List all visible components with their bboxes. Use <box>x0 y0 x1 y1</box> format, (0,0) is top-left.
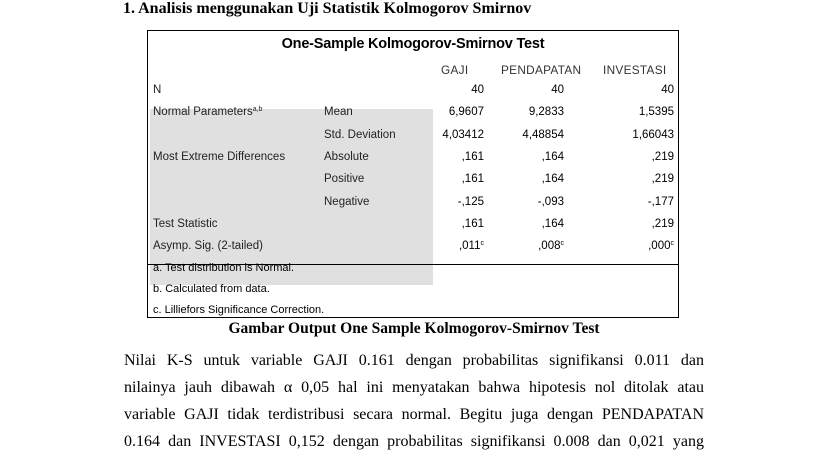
table-cell <box>538 239 564 253</box>
cell-value: 1,5395 <box>638 106 674 118</box>
cell-value: ,000 <box>648 240 671 252</box>
row-sublabel: Absolute <box>324 151 369 163</box>
cell-value: ,161 <box>461 218 484 230</box>
cell-value: ,164 <box>541 173 564 185</box>
cell-value: ,164 <box>541 218 564 230</box>
figure-caption: Gambar Output One Sample Kolmogorov-Smirnov Test <box>228 320 600 337</box>
row-label: Asymp. Sig. (2-tailed) <box>153 240 263 252</box>
table-cell <box>648 239 674 253</box>
cell-value: ,219 <box>651 151 674 163</box>
cell-value: ,219 <box>651 173 674 185</box>
cell-value: ,161 <box>461 151 484 163</box>
column-header-pendapatan: PENDAPATAN <box>501 63 582 77</box>
table-cell <box>538 195 564 209</box>
table-cell <box>458 195 484 209</box>
table-cell <box>462 150 484 164</box>
table-cell <box>648 195 674 209</box>
row-label: N <box>153 84 162 96</box>
cell-value: -,125 <box>457 196 484 208</box>
table-cell <box>529 105 564 119</box>
row-label-superscript: a,b <box>252 106 263 113</box>
cell-superscript: c <box>560 240 564 247</box>
table-cell <box>542 150 564 164</box>
cell-value: -,093 <box>537 196 564 208</box>
cell-superscript: c <box>670 240 674 247</box>
table-cell <box>632 128 674 142</box>
cell-value: 4,48854 <box>522 129 564 141</box>
footnote-a: a. Test distribution is Normal. <box>153 262 295 274</box>
cell-value: ,219 <box>651 218 674 230</box>
table-cell <box>542 172 564 186</box>
table-cell <box>522 128 564 142</box>
cell-value: ,011 <box>458 240 481 252</box>
paragraph-line-4: 0.164 dan INVESTASI 0,152 dengan probabilitas signifikansi 0.008 dan 0,021 yang <box>124 433 704 450</box>
cell-value: ,161 <box>461 173 484 185</box>
row-sublabel: Mean <box>324 106 353 118</box>
table-cell <box>652 172 674 186</box>
table-cell <box>652 150 674 164</box>
cell-value: -,177 <box>647 196 674 208</box>
table-cell <box>661 83 674 97</box>
cell-value: 4,03412 <box>442 129 484 141</box>
cell-value: 40 <box>661 84 674 96</box>
table-cell <box>652 217 674 231</box>
table-cell <box>442 128 484 142</box>
paragraph-line-3: variable GAJI tidak terdistribusi secara normal. Begitu juga dengan PENDAPATAN <box>124 406 704 423</box>
table-cell <box>542 217 564 231</box>
row-sublabel: Std. Deviation <box>324 129 396 141</box>
cell-value: 9,2833 <box>528 106 564 118</box>
table-title: One-Sample Kolmogorov-Smirnov Test <box>281 36 545 52</box>
row-sublabel: Positive <box>324 173 365 185</box>
table-cell <box>449 105 484 119</box>
column-header-investasi: INVESTASI <box>603 63 667 77</box>
footnote-c: c. Lilliefors Significance Correction. <box>153 304 325 316</box>
table-cell <box>551 83 564 97</box>
row-sublabel: Negative <box>324 196 370 208</box>
cell-value: 40 <box>551 84 564 96</box>
paragraph-line-2: nilainya jauh dibawah α 0,05 hal ini menyatakan bahwa hipotesis nol ditolak atau <box>124 379 704 396</box>
row-label: Normal Parameters$^{a,b}$ <box>153 106 263 118</box>
cell-value: ,008 <box>538 240 561 252</box>
table-cell <box>462 172 484 186</box>
table-cell <box>471 83 484 97</box>
column-header-gaji: GAJI <box>441 63 469 77</box>
cell-value: ,164 <box>541 151 564 163</box>
cell-superscript: c <box>480 240 484 247</box>
table-cell <box>459 239 484 253</box>
cell-value: 1,66043 <box>632 129 674 141</box>
cell-value: 6,9607 <box>448 106 484 118</box>
cell-value: 40 <box>471 84 484 96</box>
section-heading: 1. Analisis menggunakan Uji Statistik Kolmogorov Smirnov <box>123 0 532 17</box>
table-cell <box>462 217 484 231</box>
footnote-b: b. Calculated from data. <box>153 283 270 295</box>
table-cell <box>639 105 674 119</box>
row-label: Most Extreme Differences <box>153 151 286 163</box>
row-label: Test Statistic <box>153 218 218 230</box>
ks-test-table <box>147 30 679 318</box>
paragraph-line-1: Nilai K-S untuk variable GAJI 0.161 dengan probabilitas signifikansi 0.011 dan <box>124 352 704 369</box>
